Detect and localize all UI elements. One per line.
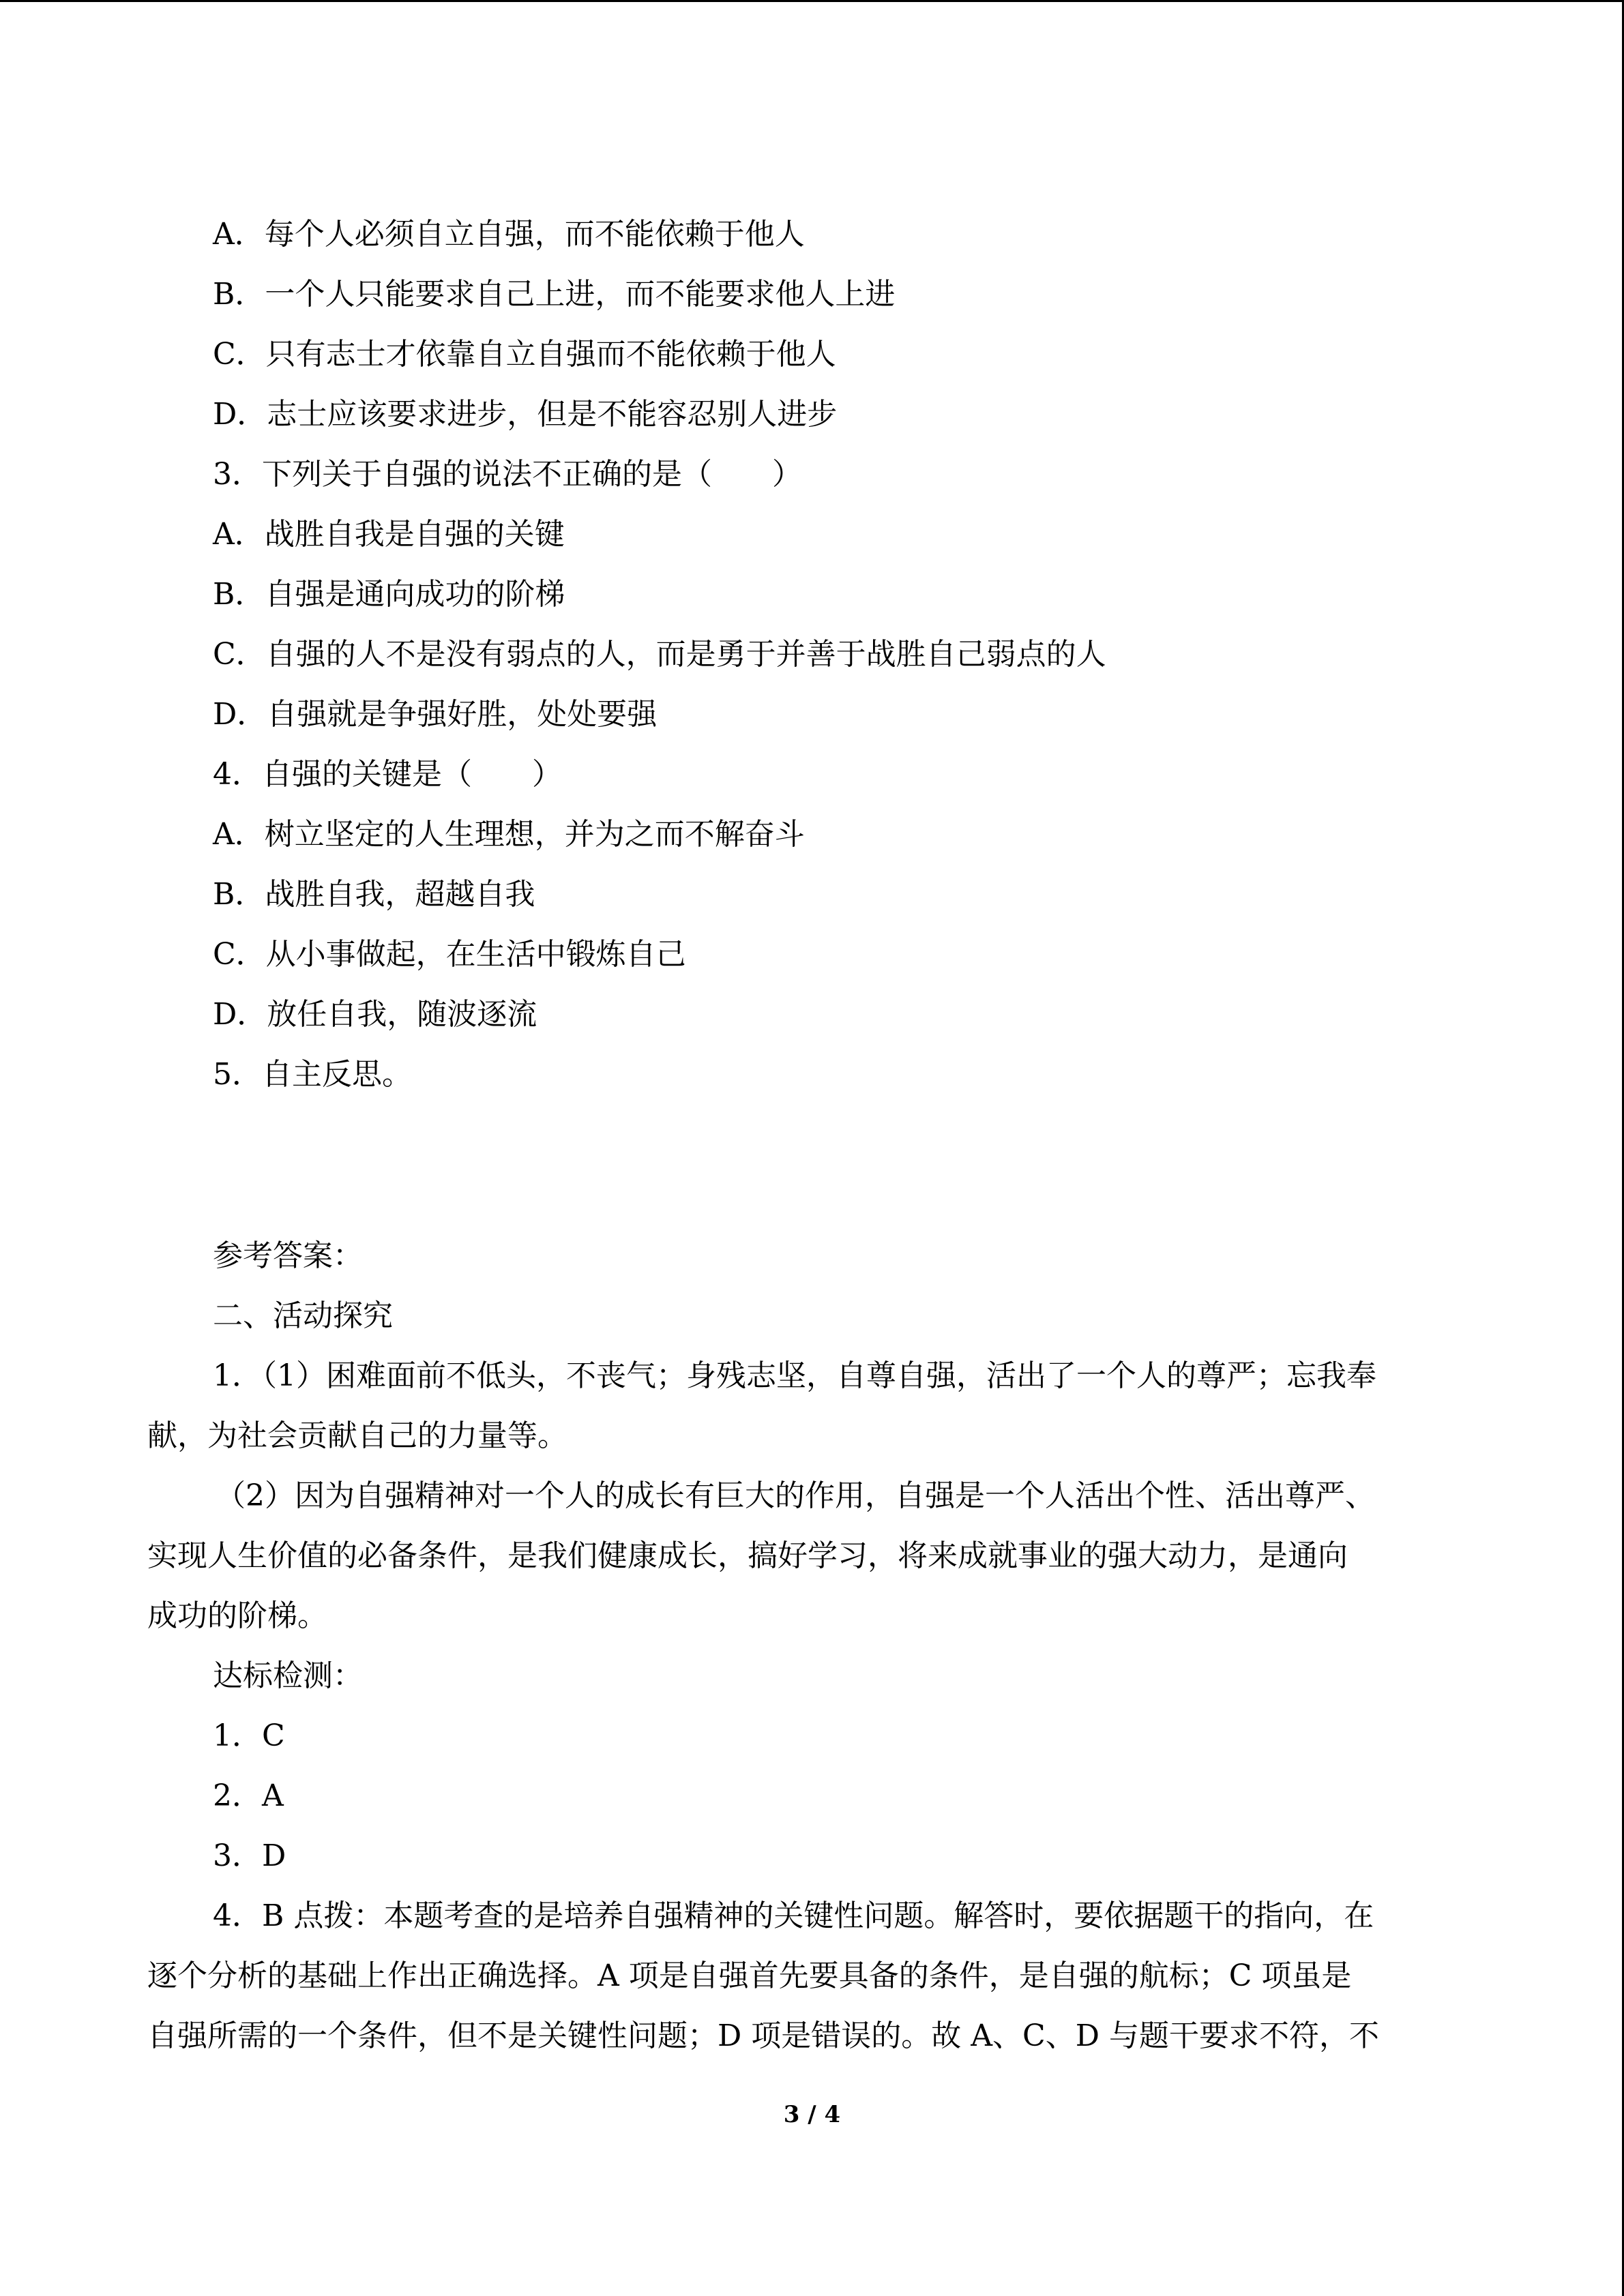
- q4-option-c: C．从小事做起，在生活中锻炼自己: [213, 937, 686, 972]
- q2-option-a: A．每个人必须自立自强，而不能依赖于他人: [213, 217, 805, 252]
- test-answer-4-line2: 逐个分析的基础上作出正确选择。A 项是自强首先要具备的条件，是自强的航标；C 项虽是: [147, 1958, 1352, 1993]
- answer-1-part2-line1: （2）因为自强精神对一个人的成长有巨大的作用，自强是一个人活出个性、活出尊严、: [216, 1478, 1375, 1513]
- page-number: 3 / 4: [783, 2101, 841, 2128]
- answers-section-activity: 二、活动探究: [213, 1298, 393, 1333]
- test-answer-4-line3: 自强所需的一个条件，但不是关键性问题；D 项是错误的。故 A、C、D 与题干要求不符，不: [147, 2018, 1379, 2053]
- answer-1-part2-line2: 实现人生价值的必备条件，是我们健康成长，搞好学习，将来成就事业的强大动力，是通向: [147, 1538, 1348, 1573]
- q3-option-c: C．自强的人不是没有弱点的人，而是勇于并善于战胜自己弱点的人: [213, 637, 1106, 672]
- test-answer-1: 1．C: [213, 1718, 285, 1753]
- answers-heading: 参考答案：: [213, 1238, 363, 1273]
- answers-section-test: 达标检测：: [213, 1658, 363, 1693]
- answer-1-part1-line2: 献，为社会贡献自己的力量等。: [147, 1418, 567, 1453]
- q4-option-d: D．放任自我，随波逐流: [213, 997, 537, 1032]
- test-answer-2: 2．A: [213, 1778, 284, 1813]
- q3-option-d: D．自强就是争强好胜，处处要强: [213, 697, 658, 732]
- q2-option-d: D．志士应该要求进步，但是不能容忍别人进步: [213, 397, 838, 432]
- q3-option-b: B．自强是通向成功的阶梯: [213, 577, 565, 612]
- answer-1-part2-line3: 成功的阶梯。: [147, 1598, 327, 1633]
- q4-option-a: A．树立坚定的人生理想，并为之而不解奋斗: [213, 817, 805, 852]
- q3-option-a: A．战胜自我是自强的关键: [213, 517, 565, 552]
- q4-stem: 4．自强的关键是（ ）: [213, 757, 562, 792]
- q2-option-b: B．一个人只能要求自己上进，而不能要求他人上进: [213, 277, 896, 312]
- answer-1-part1-line1: 1．（1）困难面前不低头，不丧气；身残志坚，自尊自强，活出了一个人的尊严；忘我奉: [213, 1358, 1376, 1393]
- q5-stem: 5．自主反思。: [213, 1057, 412, 1092]
- test-answer-4-line1: 4．B 点拨：本题考查的是培养自强精神的关键性问题。解答时，要依据题干的指向，在: [213, 1898, 1374, 1933]
- q3-stem: 3．下列关于自强的说法不正确的是（ ）: [213, 457, 802, 492]
- q4-option-b: B．战胜自我，超越自我: [213, 877, 535, 912]
- test-answer-3: 3．D: [213, 1838, 286, 1873]
- page-border-top: [0, 0, 1624, 2]
- q2-option-c: C．只有志士才依靠自立自强而不能依赖于他人: [213, 337, 836, 372]
